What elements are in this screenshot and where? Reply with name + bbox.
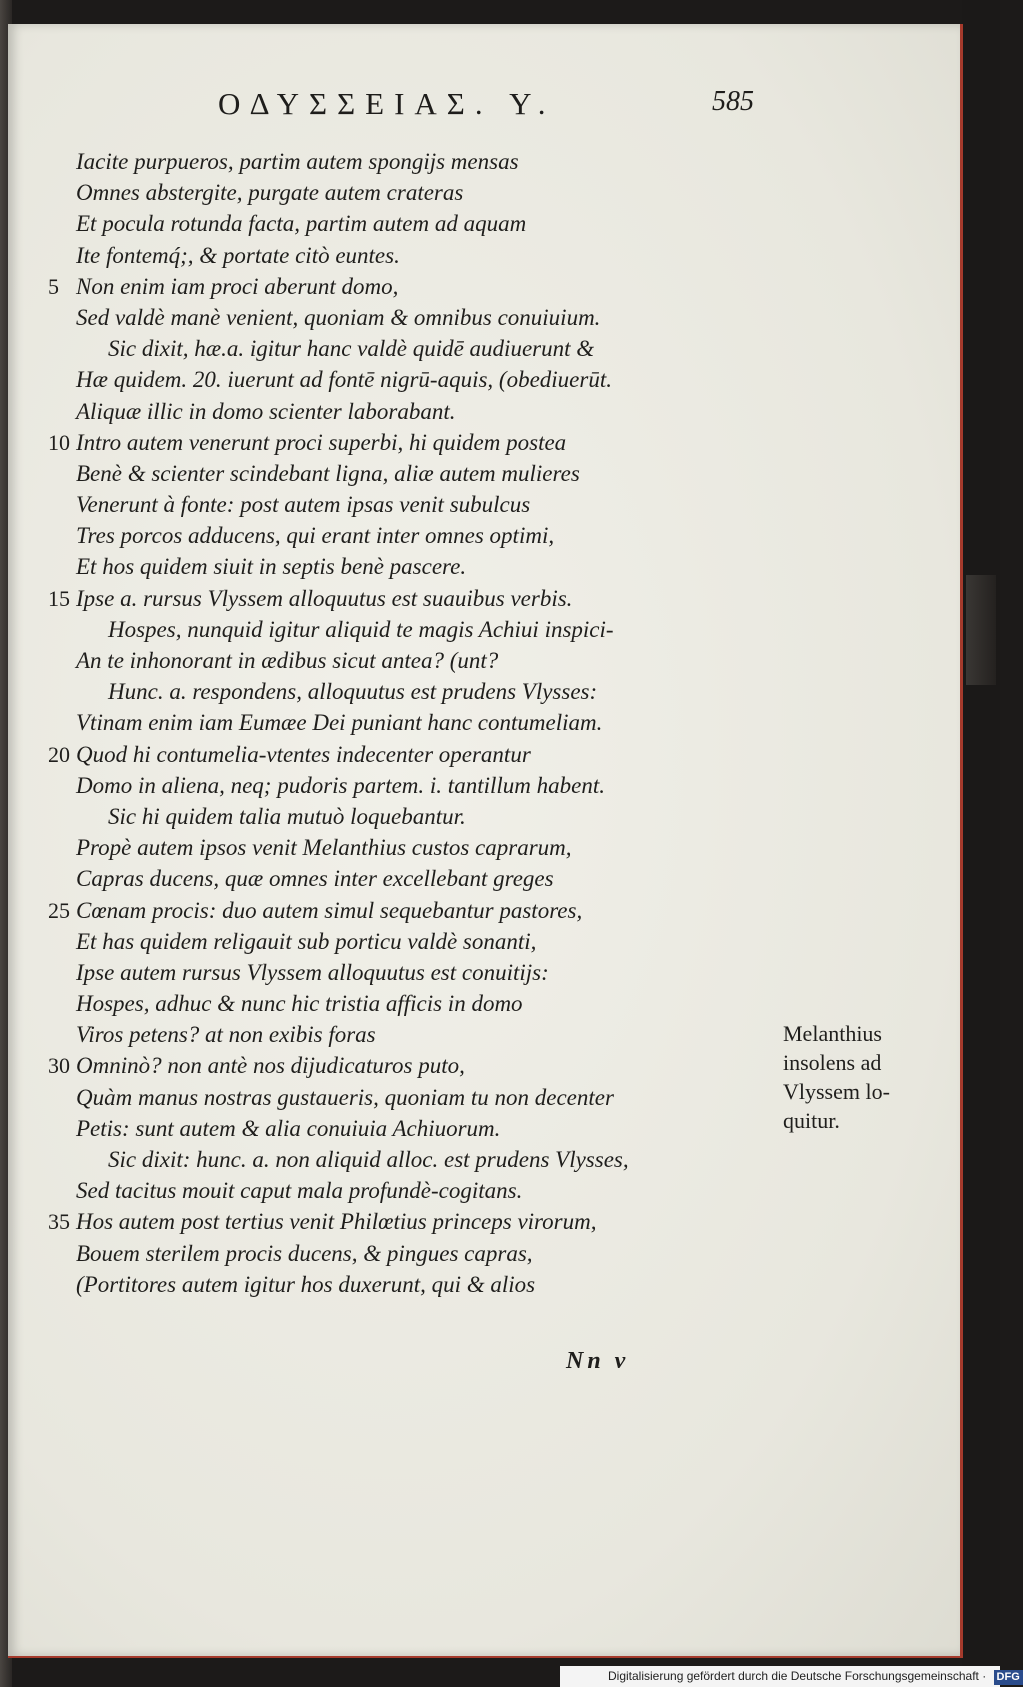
verse-line — [48, 1144, 778, 1175]
verse-line — [48, 427, 778, 458]
verse-line — [48, 1206, 778, 1237]
verse-text: An te inhonorant in ædibus sicut antea? (unt? — [76, 648, 499, 673]
verse-line — [48, 240, 778, 271]
line-number: 5 — [48, 273, 59, 299]
verse-text: Quàm manus nostras gustaueris, quoniam tu non decenter — [76, 1084, 614, 1110]
verse-text: Propè autem ipsos venit Melanthius custos caprarum, — [76, 835, 572, 861]
verse-text: Ipse a. rursus Vlyssem alloquutus est suauibus verbis. — [76, 585, 573, 611]
verse-text: Et has quidem religauit sub porticu valdè sonanti, — [76, 928, 537, 954]
verse-line — [48, 583, 778, 614]
verse-line — [48, 364, 778, 395]
verse-text-block — [48, 146, 778, 1300]
line-number: 30 — [48, 1053, 70, 1079]
verse-line — [48, 208, 778, 239]
verse-line — [48, 895, 778, 926]
verse-text: Hæ quidem. 20. iuerunt ad fontē nigrū-aquis, (obediuerūt. — [76, 367, 612, 393]
margin-note-line: insolens ad — [783, 1050, 882, 1075]
scan-edge-right — [962, 0, 1000, 1687]
verse-text: Capras ducens, quæ omnes inter excellebant greges — [76, 866, 554, 892]
verse-text: Sic hi quidem talia mutuò loquebantur. — [108, 803, 466, 829]
verse-text: Sed valdè manè venient, quoniam & omnibus conuiuium. — [76, 304, 601, 330]
verse-line — [48, 1269, 778, 1300]
book-page — [8, 24, 963, 1658]
verse-line — [48, 770, 778, 801]
verse-text: Omnes abstergite, purgate autem crateras — [76, 180, 464, 206]
verse-line — [48, 1019, 778, 1050]
catchword: Nn v — [566, 1348, 630, 1374]
verse-text: Et hos quidem siuit in septis benè pascere. — [76, 554, 467, 580]
facing-page-bleed — [966, 575, 996, 685]
verse-line — [48, 863, 778, 894]
verse-text: Hunc. a. respondens, alloquutus est prudens Vlysses: — [108, 679, 598, 705]
line-number: 25 — [48, 897, 70, 923]
verse-line — [48, 676, 778, 707]
verse-line — [48, 489, 778, 520]
verse-text: Bouem sterilem procis ducens, & pingues capras, — [76, 1240, 533, 1266]
verse-line — [48, 1238, 778, 1269]
verse-line — [48, 177, 778, 208]
verse-line — [48, 1113, 778, 1144]
verse-line — [48, 926, 778, 957]
verse-line — [48, 801, 778, 832]
margin-note-line: Melanthius — [783, 1021, 882, 1046]
verse-text: Sed tacitus mouit caput mala profundè-cogitans. — [76, 1178, 523, 1204]
verse-line — [48, 739, 778, 770]
verse-line — [48, 614, 778, 645]
margin-note-line: Vlyssem lo- — [783, 1079, 890, 1104]
verse-text: Sic dixit, hæ.a. igitur hanc valdè quidē audiuerunt & — [108, 336, 595, 362]
verse-text: Hospes, nunquid igitur aliquid te magis Achiui inspici- — [108, 616, 614, 642]
running-title: ΟΔΥΣΣΕΙΑΣ. Υ. — [218, 86, 556, 121]
line-number: 35 — [48, 1209, 70, 1235]
verse-text: Benè & scienter scindebant ligna, aliæ autem mulieres — [76, 460, 580, 486]
verse-text: Ipse autem rursus Vlyssem alloquutus est conuitijs: — [76, 959, 549, 985]
verse-text: Viros petens? at non exibis foras — [76, 1022, 376, 1048]
verse-line — [48, 551, 778, 582]
verse-line — [48, 832, 778, 863]
verse-line — [48, 1082, 778, 1113]
line-number: 20 — [48, 741, 70, 767]
digitization-footer — [560, 1666, 1020, 1687]
verse-text: Venerunt à fonte: post autem ipsas venit subulcus — [76, 492, 531, 518]
verse-line — [48, 146, 778, 177]
verse-line — [48, 957, 778, 988]
verse-line — [48, 271, 778, 302]
verse-text: Iacite purpueros, partim autem spongijs mensas — [76, 149, 519, 174]
verse-text: Hospes, adhuc & nunc hic tristia afficis in domo — [76, 991, 523, 1017]
margin-note-line: quitur. — [783, 1108, 840, 1133]
running-header — [218, 86, 818, 136]
dfg-logo: DFG — [994, 1670, 1023, 1685]
verse-line — [48, 1175, 778, 1206]
verse-line — [48, 302, 778, 333]
verse-text: Et pocula rotunda facta, partim autem ad aquam — [76, 211, 527, 237]
verse-text: Aliquæ illic in domo scienter laborabant. — [76, 398, 456, 424]
margin-note — [783, 1019, 933, 1135]
verse-line — [48, 458, 778, 489]
verse-text: Intro autem venerunt proci superbi, hi quidem postea — [76, 429, 567, 455]
verse-text: (Portitores autem igitur hos duxerunt, qui & alios — [76, 1271, 536, 1297]
verse-text: Tres porcos adducens, qui erant inter omnes optimi, — [76, 523, 555, 549]
verse-line — [48, 645, 778, 676]
verse-text: Domo in aliena, neq; pudoris partem. i. tantillum habent. — [76, 772, 605, 798]
verse-line — [48, 333, 778, 364]
verse-text: Sic dixit: hunc. a. non aliquid alloc. est prudens Vlysses, — [108, 1147, 629, 1172]
verse-text: Quod hi contumelia-vtentes indecenter operantur — [76, 741, 531, 767]
verse-text: Vtinam enim iam Eumæe Dei puniant hanc contumeliam. — [76, 710, 603, 736]
verse-text: Omninò? non antè nos dijudicaturos puto, — [76, 1053, 465, 1079]
verse-line — [48, 988, 778, 1019]
page-number: 585 — [712, 86, 754, 117]
verse-text: Non enim iam proci aberunt domo, — [76, 273, 399, 299]
verse-text: Cœnam procis: duo autem simul sequebantur pastores, — [76, 897, 583, 923]
verse-text: Ite fontemq́;, & portate citò euntes. — [76, 242, 400, 268]
line-number: 10 — [48, 429, 70, 455]
verse-text: Hos autem post tertius venit Philœtius princeps virorum, — [76, 1209, 597, 1235]
verse-line — [48, 707, 778, 738]
verse-text: Petis: sunt autem & alia conuiuia Achiuorum. — [76, 1115, 501, 1141]
line-number: 15 — [48, 585, 70, 611]
verse-line — [48, 520, 778, 551]
verse-line — [48, 1050, 778, 1081]
footer-text: Digitalisierung gefördert durch die Deutsche Forschungsgemeinschaft · — [608, 1669, 987, 1683]
verse-line — [48, 396, 778, 427]
